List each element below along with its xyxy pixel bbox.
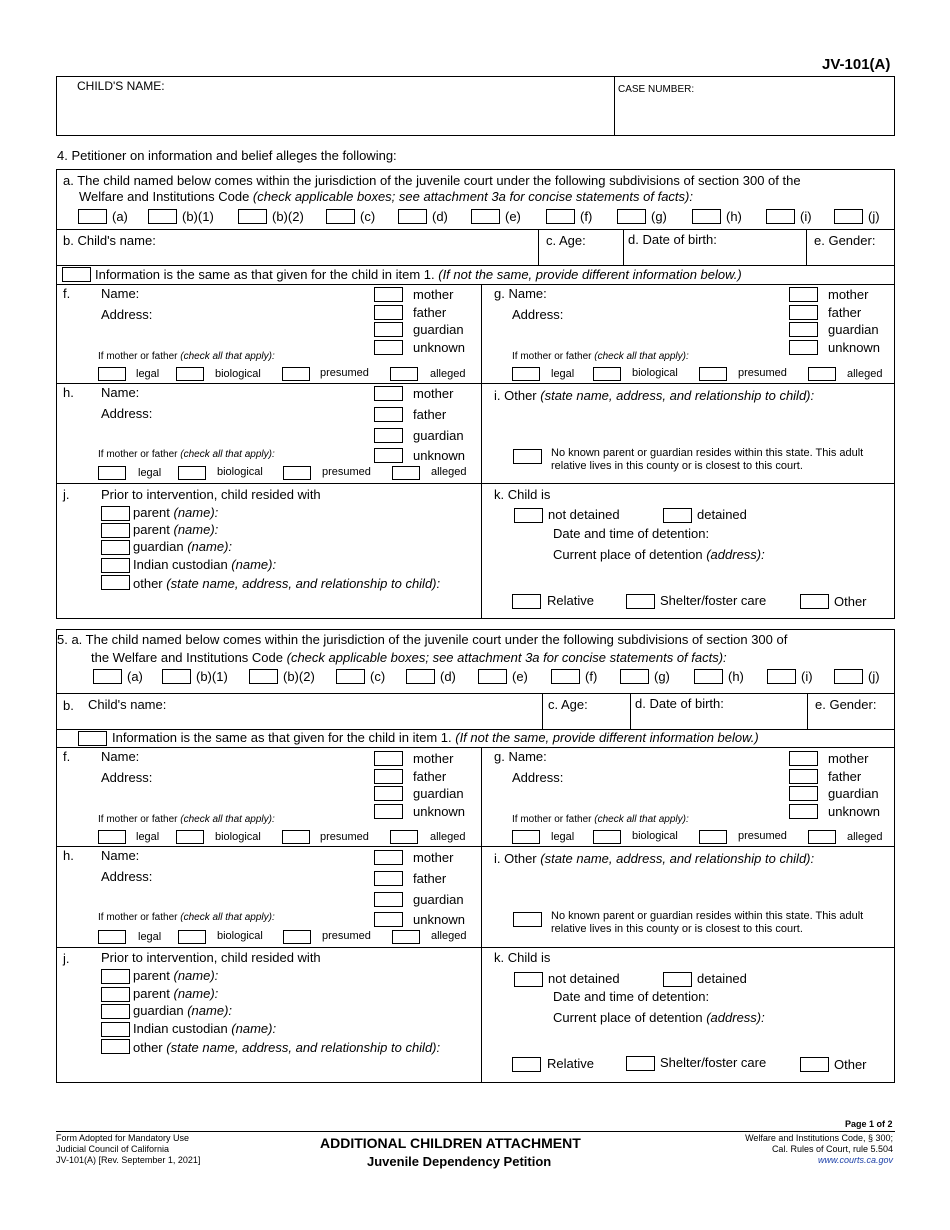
f5-unknown-checkbox[interactable] [374,804,403,819]
j-guardian-checkbox[interactable] [101,540,130,555]
f5-alleged-checkbox[interactable] [390,830,418,844]
child-name-b-label: b. Child's name: [63,233,156,248]
h5-legal-checkbox[interactable] [98,930,126,944]
j-parent2-checkbox[interactable] [101,523,130,538]
i5-other-label: i. Other (state name, address, and relationship to child): [494,851,815,866]
k5-child-is-label: k. Child is [494,950,551,965]
subdiv5-f-checkbox[interactable] [551,669,580,684]
no-known-parent5-checkbox[interactable] [513,912,542,927]
f5-legal-checkbox[interactable] [98,830,126,844]
item4-intro: 4. Petitioner on information and belief alleges the following: [57,148,397,163]
f5-father-checkbox[interactable] [374,769,403,784]
g-biological-checkbox[interactable] [593,367,621,381]
h5-mother-checkbox[interactable] [374,850,403,865]
child-name-5b-field[interactable] [185,696,535,726]
h-presumed-checkbox[interactable] [283,466,311,480]
i-other-label: i. Other (state name, address, and relationship to child): [494,388,815,403]
item5a-text-line2: the Welfare and Institutions Code (check applicable boxes; see attachment 3a for concise statements of facts): [91,650,727,665]
k-shelter-checkbox[interactable] [626,594,655,609]
k5-not-detained-checkbox[interactable] [514,972,543,987]
h5-unknown-checkbox[interactable] [374,912,403,927]
g5-alleged-checkbox[interactable] [808,830,836,844]
gender5-label: e. Gender: [815,697,877,712]
g5-mother-checkbox[interactable] [789,751,818,766]
g5-name-label: g. Name: [494,749,547,764]
subdiv5-h-checkbox[interactable] [694,669,723,684]
h-father-checkbox[interactable] [374,407,403,422]
footer-right-line2: Cal. Rules of Court, rule 5.504 [771,1144,893,1154]
h-mother-checkbox[interactable] [374,386,403,401]
subdiv-c-checkbox[interactable] [326,209,355,224]
h5-name-label: Name: [101,848,140,863]
date-of-birth5-label: d. Date of birth: [635,696,724,711]
f-mother-checkbox[interactable] [374,287,403,302]
g5-father-checkbox[interactable] [789,769,818,784]
k5-detained-checkbox[interactable] [663,972,692,987]
date-of-birth-label: d. Date of birth: [628,232,717,247]
no-known-parent-checkbox[interactable] [513,449,542,464]
k5-other-checkbox[interactable] [800,1057,829,1072]
child-name-b-field[interactable] [170,232,530,262]
age-label: c. Age: [546,233,586,248]
h-name-label: Name: [101,385,140,400]
subdiv-j-checkbox[interactable] [834,209,863,224]
k-not-detained-checkbox[interactable] [514,508,543,523]
subdiv5-d-checkbox[interactable] [406,669,435,684]
subdiv5-e-checkbox[interactable] [478,669,507,684]
h5-guardian-checkbox[interactable] [374,892,403,907]
g-legal-checkbox[interactable] [512,367,540,381]
footer-left-line2: Judicial Council of California [56,1144,170,1154]
info-same-checkbox[interactable] [62,267,91,282]
subdiv5-g-checkbox[interactable] [620,669,649,684]
f-guardian-checkbox[interactable] [374,322,403,337]
subdiv5-b1-checkbox[interactable] [162,669,191,684]
f-unknown-checkbox[interactable] [374,340,403,355]
info-same5-text: Information is the same as that given for the child in item 1. (If not the same, provide different information below.) [112,730,759,745]
h-legal-checkbox[interactable] [98,466,126,480]
k5-shelter-checkbox[interactable] [626,1056,655,1071]
subdiv5-j-checkbox[interactable] [834,669,863,684]
age5-label: c. Age: [548,697,588,712]
j5-indian-custodian-checkbox[interactable] [101,1022,130,1037]
j-other-checkbox[interactable] [101,575,130,590]
g5-biological-checkbox[interactable] [593,830,621,844]
h-alleged-checkbox[interactable] [392,466,420,480]
h5-address-label: Address: [101,869,153,884]
f-father-checkbox[interactable] [374,305,403,320]
f-legal-checkbox[interactable] [98,367,126,381]
g-unknown-checkbox[interactable] [789,340,818,355]
h5-presumed-checkbox[interactable] [283,930,311,944]
k-child-is-label: k. Child is [494,487,551,502]
subdiv-b2-checkbox[interactable] [238,209,267,224]
subdiv-g-checkbox[interactable] [617,209,646,224]
j5-guardian-checkbox[interactable] [101,1004,130,1019]
f-name-label: Name: [101,286,140,301]
k5-relative-checkbox[interactable] [512,1057,541,1072]
subdiv-d-checkbox[interactable] [398,209,427,224]
f-presumed-checkbox[interactable] [282,367,310,381]
h-unknown-checkbox[interactable] [374,448,403,463]
f5-biological-checkbox[interactable] [176,830,204,844]
item4a-text-line2: Welfare and Institutions Code (check applicable boxes; see attachment 3a for concise statements of facts): [79,189,693,204]
form-subtitle: Juvenile Dependency Petition [367,1154,552,1169]
subdiv5-i-checkbox[interactable] [767,669,796,684]
subdiv5-b2-checkbox[interactable] [249,669,278,684]
subdiv-b1-checkbox[interactable] [148,209,177,224]
k-detained-checkbox[interactable] [663,508,692,523]
page-number: Page 1 of 2 [845,1119,893,1129]
j5-prior-label: Prior to intervention, child resided with [101,950,321,965]
subdiv-a-checkbox[interactable] [78,209,107,224]
j5-other-checkbox[interactable] [101,1039,130,1054]
info-same5-checkbox[interactable] [78,731,107,746]
h-address-label: Address: [101,406,153,421]
subdiv-i-checkbox[interactable] [766,209,795,224]
item5a-text-line1: 5. a. The child named below comes within the jurisdiction of the juvenile court under the following subdivisions of section 300 of [57,632,788,647]
child-name-label: CHILD'S NAME: [77,79,165,93]
g-address-label: Address: [512,307,564,322]
form-title: ADDITIONAL CHILDREN ATTACHMENT [320,1135,581,1151]
g-presumed-checkbox[interactable] [699,367,727,381]
j-indian-custodian-checkbox[interactable] [101,558,130,573]
h-guardian-checkbox[interactable] [374,428,403,443]
k-relative-checkbox[interactable] [512,594,541,609]
subdiv5-c-checkbox[interactable] [336,669,365,684]
k-other-checkbox[interactable] [800,594,829,609]
h5-biological-checkbox[interactable] [178,930,206,944]
g5-guardian-checkbox[interactable] [789,786,818,801]
h5-alleged-checkbox[interactable] [392,930,420,944]
case-number-field[interactable] [618,98,890,132]
f5-mother-checkbox[interactable] [374,751,403,766]
courts-website-link[interactable]: www.courts.ca.gov [817,1155,893,1165]
info-same-text: Information is the same as that given for the child in item 1. (If not the same, provide different information below.) [95,267,742,282]
g-name-label: g. Name: [494,286,547,301]
g5-legal-checkbox[interactable] [512,830,540,844]
g-alleged-checkbox[interactable] [808,367,836,381]
h5-father-checkbox[interactable] [374,871,403,886]
case-number-label: CASE NUMBER: [618,84,695,95]
subdiv-f-checkbox[interactable] [546,209,575,224]
g5-presumed-checkbox[interactable] [699,830,727,844]
gender-label: e. Gender: [814,233,876,248]
f5-name-label: Name: [101,749,140,764]
subdiv5-a-checkbox[interactable] [93,669,122,684]
form-id: JV-101(A) [822,56,891,73]
g5-unknown-checkbox[interactable] [789,804,818,819]
child-name-field[interactable] [70,96,610,132]
f5-presumed-checkbox[interactable] [282,830,310,844]
f-alleged-checkbox[interactable] [390,367,418,381]
g-mother-checkbox[interactable] [789,287,818,302]
subdiv-e-checkbox[interactable] [471,209,500,224]
j-parent1-checkbox[interactable] [101,506,130,521]
j5-parent1-checkbox[interactable] [101,969,130,984]
f-biological-checkbox[interactable] [176,367,204,381]
item4a-text-line1: a. The child named below comes within the jurisdiction of the juvenile court under the following subdivisions of section 300 of the [63,173,801,188]
g-father-checkbox[interactable] [789,305,818,320]
footer-left-line1: Form Adopted for Mandatory Use [56,1133,190,1143]
subdiv-h-checkbox[interactable] [692,209,721,224]
h-biological-checkbox[interactable] [178,466,206,480]
g5-address-label: Address: [512,770,564,785]
footer-left-line3: JV-101(A) [Rev. September 1, 2021] [56,1155,201,1165]
j-prior-label: Prior to intervention, child resided with [101,487,321,502]
f5-address-label: Address: [101,770,153,785]
g-guardian-checkbox[interactable] [789,322,818,337]
footer-right-line1: Welfare and Institutions Code, § 300; [745,1133,893,1143]
j5-parent2-checkbox[interactable] [101,987,130,1002]
f-address-label: Address: [101,307,153,322]
child-name-5b-label: Child's name: [88,697,167,712]
f5-guardian-checkbox[interactable] [374,786,403,801]
